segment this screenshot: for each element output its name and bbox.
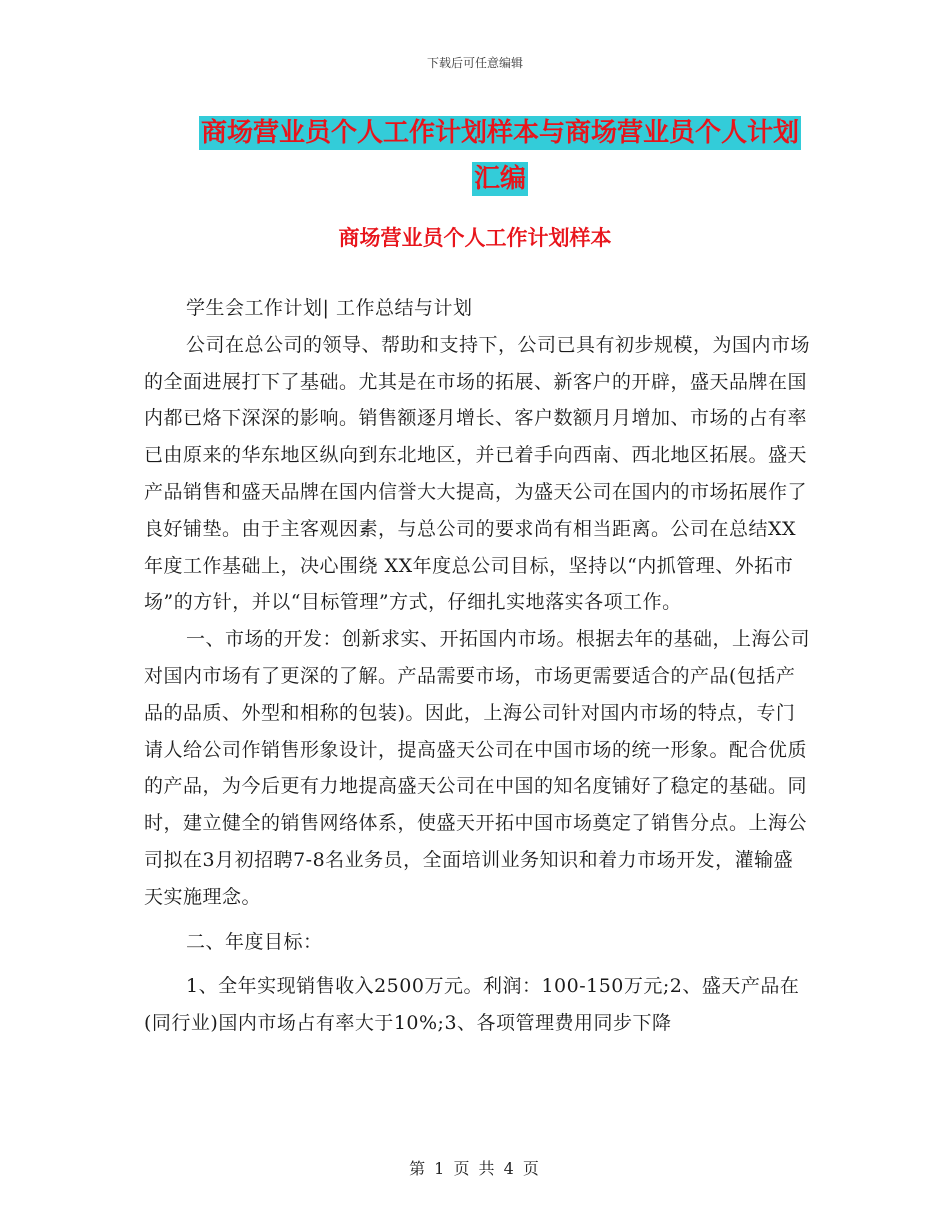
document-title-line-2: 汇编 (473, 164, 526, 194)
section-title: 商场营业员个人工作计划样本 (338, 226, 612, 250)
paragraph-market-development: 一、市场的开发：创新求实、开拓国内市场。根据去年的基础，上海公司对国内市场有了更深的了解。产品需要市场，市场更需要适合的产品(包括产品的品质、外型和相称的包装)。因此，上海公司针对国内市场的特点，专门请人给公司作销售形象设计，提高盛天公司在中国市场的统一形象。配合优质的产品，为今后更有力地提高盛天公司在中国的知名度铺好了稳定的基础。同时，建立健全的销售网络体系，使盛天开拓中国市场奠定了销售分点。上海公司拟在3月初招聘7-8名业务员，全面培训业务知识和着力市场开发，灌输盛天实施理念。 (144, 628, 811, 908)
page-number-footer: 第 1 页 共 4 页 (409, 1159, 541, 1178)
paragraph-annual-goal-heading: 二、年度目标： (186, 930, 323, 953)
paragraph-intro: 公司在总公司的领导、帮助和支持下，公司已具有初步规模，为国内市场的全面进展打下了基础。尤其是在市场的拓展、新客户的开辟，盛天品牌在国内都已烙下深深的影响。销售额逐月增长、客户数额月月增加、市场的占有率已由原来的华东地区纵向到东北地区，并已着手向西南、西北地区拓展。盛天产品销售和盛天品牌在国内信誉大大提高，为盛天公司在国内的市场拓展作了良好铺垫。由于主客观因素，与总公司的要求尚有相当距离。公司在总结XX年度工作基础上，决心围绕 XX年度总公司目标，坚持以“内抓管理、外拓市场”的方针，并以“目标管理”方式，仔细扎实地落实各项工作。 (144, 333, 811, 614)
header-note: 下载后可任意编辑 (426, 56, 523, 70)
document-body (144, 290, 810, 1042)
document-title-line-1: 商场营业员个人工作计划样本与商场营业员个人计划 (200, 118, 799, 148)
paragraph-annual-goal-details: 1、全年实现销售收入2500万元。利润：100-150万元;2、盛天产品在(同行业)国内市场占有率大于10%;3、各项管理费用同步下降 (144, 975, 800, 1035)
paragraph-subtitle: 学生会工作计划| 工作总结与计划 (186, 297, 473, 319)
document-title (190, 110, 810, 202)
